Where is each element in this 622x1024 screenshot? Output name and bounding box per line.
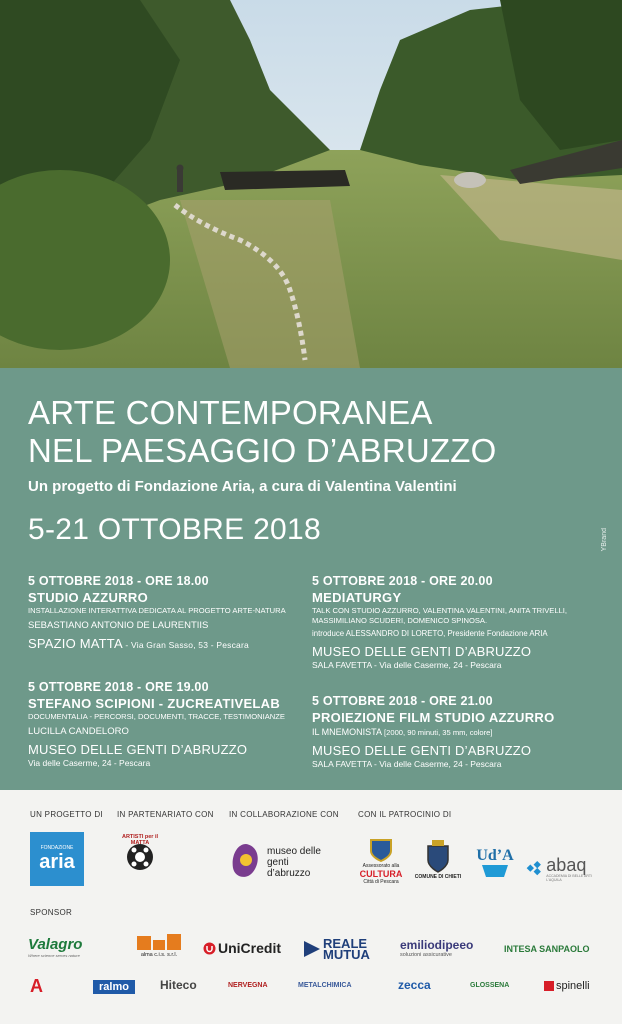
design-credit: YBrand	[601, 528, 608, 552]
poster-subtitle: Un progetto di Fondazione Aria, a cura di Valentina Valentini	[28, 478, 457, 495]
abaq-logo: abaq ACCADEMIA DI BELLE ARTI L'AQUILA	[526, 856, 600, 882]
a-logo: A	[30, 976, 43, 996]
glossena-logo: GLOSSENA	[470, 982, 510, 989]
label-sponsor: SPONSOR	[30, 908, 73, 917]
event-card: 5 OTTOBRE 2018 - ORE 19.00 STEFANO SCIPIONI - ZUCREATIVELAB DOCUMENTALIA - PERCORSI, DOCUMENTI, TRACCE, TESTIMONIANZE LUCILLA CANDELORO MUSEO DELLE GENTI D’ABRUZZO Via delle Caserme, 24 - Pescara	[28, 680, 285, 768]
event-card: 5 OTTOBRE 2018 - ORE 21.00 PROIEZIONE FILM STUDIO AZZURRO IL MNEMONISTA [2000, 90 minuti, 35 mm, colore] MUSEO DELLE GENTI D’ABRUZZO SALA FAVETTA - Via delle Caserme, 24 - Pescara	[312, 694, 555, 769]
label-collab: IN COLLABORAZIONE CON	[229, 810, 339, 819]
ralmo-logo: ralmo	[93, 980, 135, 994]
metalchimica-logo: METALCHIMICA	[298, 982, 352, 989]
event-card: 5 OTTOBRE 2018 - ORE 20.00 MEDIATURGY TALK CON STUDIO AZZURRO, VALENTINA VALENTINI, ANITA TRIVELLI, MASSIMILIANO SCUDERI, DOMENICO SPINOSA. introduce ALESSANDRO DI LORETO, Presidente Fondazione ARIA MUSEO DELLE GENTI D’ABRUZZO SALA FAVETTA - Via delle Caserme, 24 - Pescara	[312, 574, 568, 670]
museo-logo: museo delle genti d’abruzzo	[228, 840, 328, 884]
unicredit-logo: UniCredit	[203, 940, 281, 956]
aria-logo: FONDAZIONE aria	[30, 832, 84, 886]
intesa-logo: INTESA SANPAOLO	[504, 944, 590, 954]
label-patron: CON IL PATROCINIO DI	[358, 810, 452, 819]
sponsors-section	[0, 790, 622, 1024]
spinelli-logo: spinelli	[544, 980, 590, 992]
zecca-logo: zecca	[398, 978, 431, 992]
landscape-photo	[0, 0, 622, 368]
poster-title: ARTE CONTEMPORANEA NEL PAESAGGIO D’ABRUZZO	[28, 394, 497, 469]
spinelli-mark-icon	[544, 981, 554, 991]
nervegna-logo: NERVEGNA	[228, 982, 268, 989]
label-project: UN PROGETTO DI	[30, 810, 103, 819]
cultura-pescara-logo: Assessorato alla CULTURA Città di Pescara	[358, 832, 404, 890]
event-dates: 5-21 OTTOBRE 2018	[28, 513, 322, 546]
reale-mutua-logo: REALE MUTUA	[304, 938, 381, 960]
emiliodipeeo-logo: emiliodipeeo soluzioni assicurative	[400, 938, 474, 958]
comune-chieti-logo: COMUNE DI CHIETI	[412, 832, 464, 888]
event-card: 5 OTTOBRE 2018 - ORE 18.00 STUDIO AZZURRO INSTALLAZIONE INTERATTIVA DEDICATA AL PROGETTO ARTE-NATURA SEBASTIANO ANTONIO DE LAURENTIIS SPAZIO MATTA - Via Gran Sasso, 53 - Pescara	[28, 574, 286, 651]
alma-logo: alma c.i.s. s.r.l.	[136, 932, 182, 968]
artisti-matta-logo: ARTISTI per il MATTA	[115, 832, 165, 886]
valagro-logo: Valagro Where science serves nature	[28, 936, 83, 958]
event-panel	[0, 368, 622, 790]
label-partner: IN PARTENARIATO CON	[117, 810, 214, 819]
hiteco-logo: Hiteco	[160, 978, 197, 992]
uda-logo: Ud’A	[473, 840, 517, 884]
